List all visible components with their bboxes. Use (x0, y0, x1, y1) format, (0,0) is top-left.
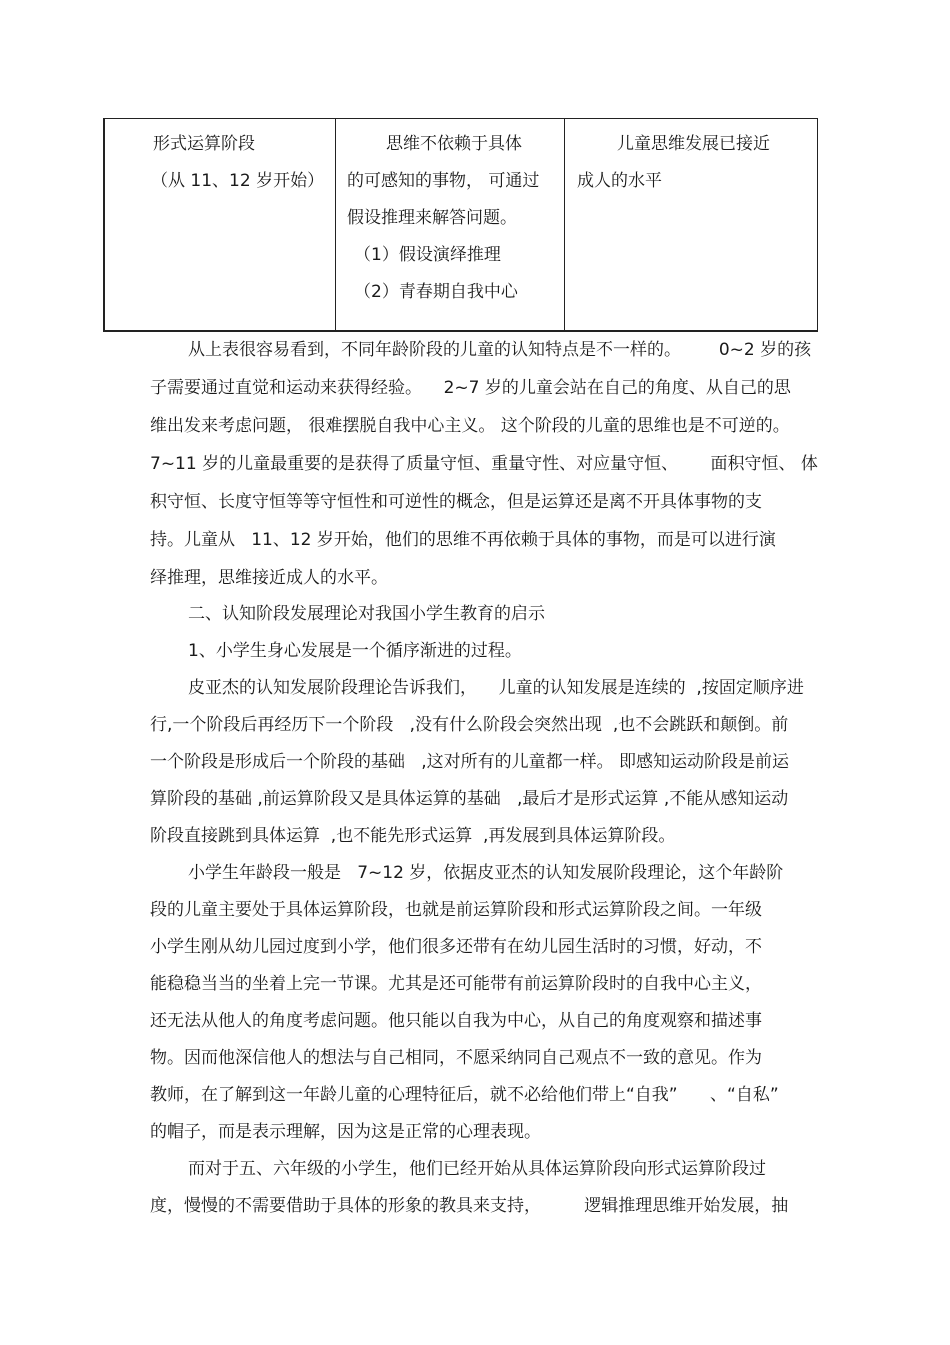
paragraph-line: 的帽子，而是表示理解，因为这是正常的心理表现。 (150, 1122, 541, 1142)
subsection-heading: 1、小学生身心发展是一个循序渐进的过程。 (188, 641, 522, 661)
feature-line: 思维不依赖于具体 (386, 134, 522, 154)
feature-line: 假设推理来解答问题。 (347, 208, 517, 228)
paragraph-line: 持。儿童从 11、12 岁开始，他们的思维不再依赖于具体的事物，而是可以进行演 (150, 530, 776, 550)
paragraph-line: 阶段直接跳到具体运算 ,也不能先形式运算 ,再发展到具体运算阶段。 (150, 826, 676, 846)
table-cell-features (336, 119, 565, 332)
paragraph-line: 积守恒、长度守恒等等守恒性和可逆性的概念，但是运算还是离不开具体事物的支 (150, 492, 762, 512)
paragraph-line: 物。因而他深信他人的想法与自己相同，不愿采纳同自己观点不一致的意见。作为 (150, 1048, 762, 1068)
stage-age: （从 11、12 岁开始） (151, 171, 325, 191)
feature-line: 的可感知的事物， 可通过 (347, 171, 540, 191)
paragraph-line: 教师，在了解到这一年龄儿童的心理特征后，就不必给他们带上“自我” 、“自私” (150, 1085, 779, 1105)
paragraph-line: 行,一个阶段后再经历下一个阶段 ,没有什么阶段会突然出现 ,也不会跳跃和颠倒。前 (150, 715, 789, 735)
paragraph-line: 从上表很容易看到，不同年龄阶段的儿童的认知特点是不一样的。 0~2 岁的孩 (188, 340, 812, 360)
paragraph-line: 小学生年龄段一般是 7~12 岁，依据皮亚杰的认知发展阶段理论，这个年龄阶 (188, 863, 784, 883)
cognitive-stage-table (103, 118, 818, 332)
table-row (104, 119, 818, 332)
feature-line: （1）假设演绎推理 (354, 245, 501, 265)
table-cell-level (565, 119, 818, 332)
paragraph-line: 7~11 岁的儿童最重要的是获得了质量守恒、重量守性、对应量守恒、 面积守恒、 体 (150, 454, 818, 474)
level-line: 儿童思维发展已接近 (617, 134, 770, 154)
paragraph-line: 能稳稳当当的坐着上完一节课。尤其是还可能带有前运算阶段时的自我中心主义， (150, 974, 762, 994)
paragraph-line: 算阶段的基础 ,前运算阶段又是具体运算的基础 ,最后才是形式运算 ,不能从感知运动 (150, 789, 789, 809)
paragraph-line: 段的儿童主要处于具体运算阶段，也就是前运算阶段和形式运算阶段之间。一年级 (150, 900, 762, 920)
paragraph-line: 还无法从他人的角度考虑问题。他只能以自我为中心，从自己的角度观察和描述事 (150, 1011, 762, 1031)
feature-line: （2）青春期自我中心 (354, 282, 518, 302)
paragraph-line: 绎推理，思维接近成人的水平。 (150, 568, 388, 588)
section-heading: 二、认知阶段发展理论对我国小学生教育的启示 (188, 604, 545, 624)
paragraph-line: 度，慢慢的不需要借助于具体的形象的教具来支持， 逻辑推理思维开始发展，抽 (150, 1196, 789, 1216)
table-cell-stage (104, 119, 336, 332)
paragraph-line: 小学生刚从幼儿园过度到小学，他们很多还带有在幼儿园生活时的习惯，好动，不 (150, 937, 762, 957)
paragraph-line: 一个阶段是形成后一个阶段的基础 ,这对所有的儿童都一样。 即感知运动阶段是前运 (150, 752, 790, 772)
paragraph-line: 而对于五、六年级的小学生，他们已经开始从具体运算阶段向形式运算阶段过 (188, 1159, 766, 1179)
paragraph-line: 子需要通过直觉和运动来获得经验。 2~7 岁的儿童会站在自己的角度、从自己的思 (150, 378, 791, 398)
stage-name: 形式运算阶段 (153, 134, 255, 154)
paragraph-line: 皮亚杰的认知发展阶段理论告诉我们， 儿童的认知发展是连续的 ,按固定顺序进 (188, 678, 804, 698)
paragraph-line: 维出发来考虑问题， 很难摆脱自我中心主义。 这个阶段的儿童的思维也是不可逆的。 (150, 416, 790, 436)
level-line: 成人的水平 (577, 171, 662, 191)
